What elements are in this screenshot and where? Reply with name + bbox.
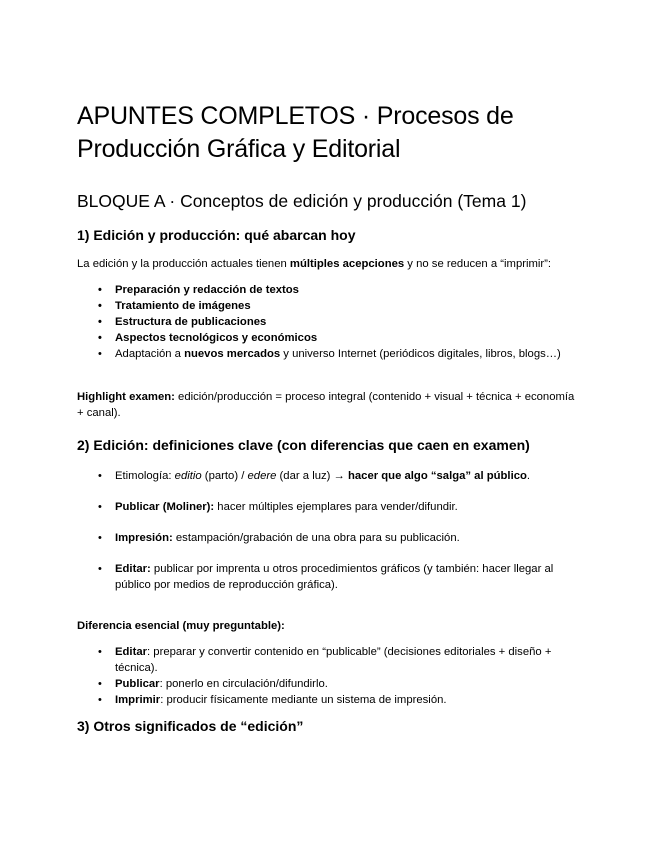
section-2-heading: 2) Edición: definiciones clave (con diferencias que caen en examen) bbox=[77, 437, 530, 453]
difference-title: Diferencia esencial (muy preguntable): bbox=[77, 620, 285, 632]
difference-text: : producir físicamente mediante un sistema de impresión. bbox=[160, 694, 447, 706]
document-content bbox=[77, 100, 582, 735]
list-item bbox=[77, 346, 582, 362]
difference-list bbox=[77, 644, 582, 708]
etym-text: (dar a luz) → bbox=[276, 470, 348, 482]
list-item bbox=[77, 468, 582, 484]
highlight-text: edición/producción = proceso integral (contenido + visual + técnica + economía + canal). bbox=[77, 391, 575, 419]
etym-italic: edere bbox=[247, 470, 277, 482]
etym-text: Etimología: bbox=[115, 470, 175, 482]
definition-text: hacer múltiples ejemplares para vender/difundir. bbox=[214, 501, 458, 513]
difference-text: : ponerlo en circulación/difundirlo. bbox=[159, 678, 328, 690]
etym-end: . bbox=[526, 470, 531, 482]
intro-bold: múltiples acepciones bbox=[289, 258, 405, 270]
list-item: • Tratamiento de imágenes bbox=[77, 298, 582, 314]
list-item: • Estructura de publicaciones bbox=[77, 314, 582, 330]
section-2-list bbox=[77, 468, 582, 593]
etym-bold: hacer que algo “salga” al público bbox=[347, 470, 527, 482]
list-item bbox=[77, 644, 582, 676]
difference-label: Editar bbox=[115, 646, 148, 658]
list-item bbox=[77, 499, 582, 515]
definition-label: Publicar (Moliner): bbox=[115, 501, 215, 513]
item-bold: nuevos mercados bbox=[184, 348, 281, 360]
definition-label: Impresión: bbox=[115, 532, 173, 544]
document-title: APUNTES COMPLETOS · Procesos de Producción Gráfica y Editorial bbox=[77, 102, 514, 163]
list-item: • Preparación y redacción de textos bbox=[77, 282, 582, 298]
etym-italic: editio bbox=[174, 470, 202, 482]
list-item bbox=[77, 692, 582, 708]
section-1-intro bbox=[77, 256, 582, 272]
definition-text: publicar por imprenta u otros procedimientos gráficos (y también: hacer llegar al público por medios de reproducción gráfica). bbox=[115, 563, 554, 591]
difference-label: Imprimir bbox=[115, 694, 161, 706]
list-item bbox=[77, 676, 582, 692]
list-item bbox=[77, 561, 582, 593]
intro-text: La edición y la producción actuales tienen bbox=[77, 258, 290, 270]
section-3-heading: 3) Otros significados de “edición” bbox=[77, 718, 304, 734]
highlight-label: Highlight examen: bbox=[77, 391, 175, 403]
highlight-note bbox=[77, 389, 582, 421]
definition-text: estampación/grabación de una obra para su publicación. bbox=[172, 532, 460, 544]
item-text: Adaptación a bbox=[115, 348, 185, 360]
definition-label: Editar: bbox=[115, 563, 151, 575]
etym-text: (parto) / bbox=[201, 470, 248, 482]
block-title: BLOQUE A · Conceptos de edición y producción (Tema 1) bbox=[77, 191, 527, 211]
list-item bbox=[77, 530, 582, 546]
difference-label: Publicar bbox=[115, 678, 160, 690]
difference-text: : preparar y convertir contenido en “publicable” (decisiones editoriales + diseño + técnica). bbox=[115, 646, 552, 674]
section-1-list bbox=[77, 282, 582, 362]
section-1-heading: 1) Edición y producción: qué abarcan hoy bbox=[77, 227, 356, 243]
list-item: • Aspectos tecnológicos y económicos bbox=[77, 330, 582, 346]
item-text-end: y universo Internet (periódicos digitales, libros, blogs…) bbox=[280, 348, 561, 360]
intro-text-end: y no se reducen a “imprimir”: bbox=[404, 258, 552, 270]
